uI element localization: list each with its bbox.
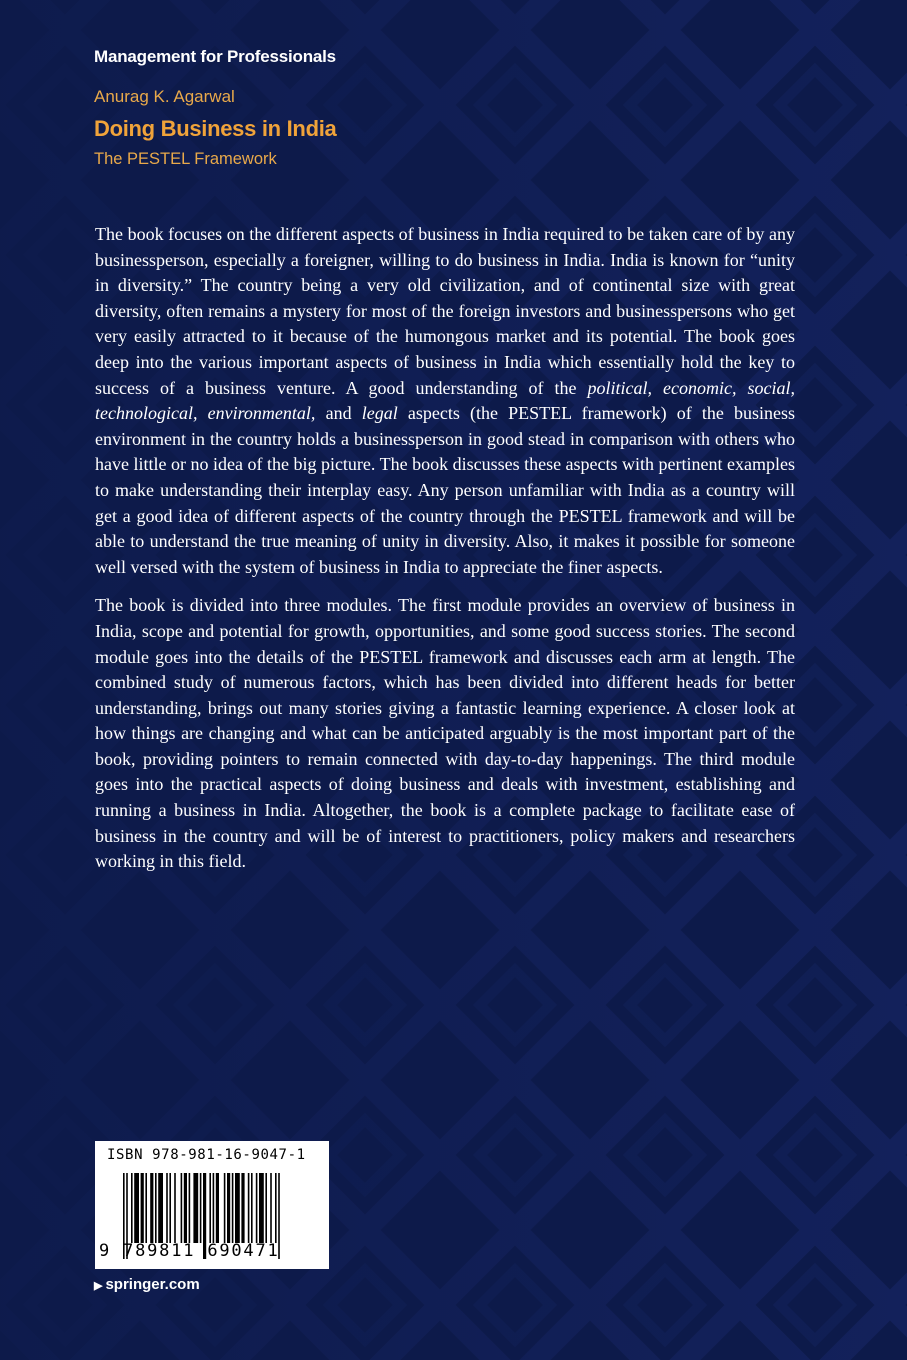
- italic-text: political, economic, social, technological, environmental,: [95, 377, 795, 424]
- publisher-url: springer.com: [105, 1276, 200, 1293]
- paragraph-text: The book focuses on the different aspects of business in India required to be taken care of by any businessperson, especially a foreigner, willing to do business in India. India is known for “unity in diversity.” The country being a very old civilization, and of continental size with great diversity, often remains a mystery for most of the foreign investors and businesspersons who get very easily attracted to it because of the humongous market and its potential. The book goes deep into the various important aspects of business in India which essentially hold the key to success of a business venture. A good understanding of the: [95, 224, 795, 398]
- isbn-label: ISBN 978-981-16-9047-1: [107, 1147, 306, 1163]
- book-title: Doing Business in India: [94, 116, 337, 141]
- barcode-bar: [216, 1173, 219, 1243]
- barcode-bar: [235, 1173, 240, 1243]
- description-paragraph-2: The book is divided into three modules. The first module provides an overview of business in India, scope and potential for growth, opportunities, and some good success stories. The second module goes into the details of the PESTEL framework and discusses each arm at length. The combined study of numerous factors, which has been divided into different heads for better understanding, brings out many stories giving a fantastic learning experience. A closer look at how things are changing and what can be anticipated arguably is the most important part of the book, providing pointers to remain connected with day-to-day happenings. The third module goes into the practical aspects of doing business and deals with investment, establishing and running a business in India. Altogether, the book is a complete package to facilitate ease of business in the country and will be of interest to practitioners, policy makers and researchers working in this field.: [95, 595, 795, 872]
- arrow-right-icon: ▶: [94, 1280, 103, 1292]
- italic-text: legal: [361, 403, 398, 424]
- barcode-bar: [155, 1173, 157, 1243]
- barcode-bar: [200, 1173, 202, 1243]
- barcode-bar: [213, 1173, 215, 1243]
- barcode-bar: [145, 1173, 147, 1243]
- barcode-bar: [134, 1173, 139, 1243]
- paragraph-text: and: [315, 403, 362, 424]
- barcode-bar: [193, 1173, 198, 1243]
- publisher-link[interactable]: [94, 1276, 200, 1293]
- series-name: Management for Professionals: [94, 47, 336, 66]
- barcode-bar: [184, 1173, 187, 1243]
- barcode-bar: [251, 1173, 253, 1243]
- barcode-bar: [174, 1173, 176, 1243]
- barcode-bar: [181, 1173, 183, 1243]
- barcode-bar: [131, 1173, 133, 1243]
- barcode-bar: [150, 1173, 153, 1243]
- barcode-bar: [141, 1173, 144, 1243]
- barcode-bar: [241, 1173, 244, 1243]
- barcode-bar: [248, 1173, 250, 1243]
- barcode-bar: [224, 1173, 226, 1243]
- barcode-bar: [275, 1173, 277, 1243]
- barcode-bar: [256, 1173, 258, 1243]
- barcode-bar: [259, 1173, 264, 1243]
- barcode-bar: [265, 1173, 267, 1243]
- isbn-digits: 9 789811 690471: [99, 1241, 280, 1261]
- book-description: [95, 222, 795, 888]
- barcode-bar: [169, 1173, 171, 1243]
- barcode-bar: [227, 1173, 230, 1243]
- description-paragraph-1: [95, 222, 795, 580]
- barcode-bar: [209, 1173, 211, 1243]
- book-subtitle: The PESTEL Framework: [94, 150, 277, 168]
- barcode-bar: [232, 1173, 234, 1243]
- barcode-bar: [166, 1173, 168, 1243]
- paragraph-text: aspects (the PESTEL framework) of the business environment in the country holds a businessperson in good stead in comparison with others who have little or no idea of the big picture. The book discusses these aspects with pertinent examples to make understanding their interplay easy. Any person unfamiliar with India as a country will get a good idea of different aspects of the country through the PESTEL framework and will be able to understand the true meaning of unity in diversity. Also, it makes it possible for someone well versed with the system of business in India to appreciate the finer aspects.: [95, 403, 796, 577]
- barcode-bar: [158, 1173, 163, 1243]
- barcode-bar: [270, 1173, 272, 1243]
- author-name: Anurag K. Agarwal: [94, 87, 235, 106]
- barcode-bar: [189, 1173, 191, 1243]
- isbn-barcode: [95, 1141, 329, 1269]
